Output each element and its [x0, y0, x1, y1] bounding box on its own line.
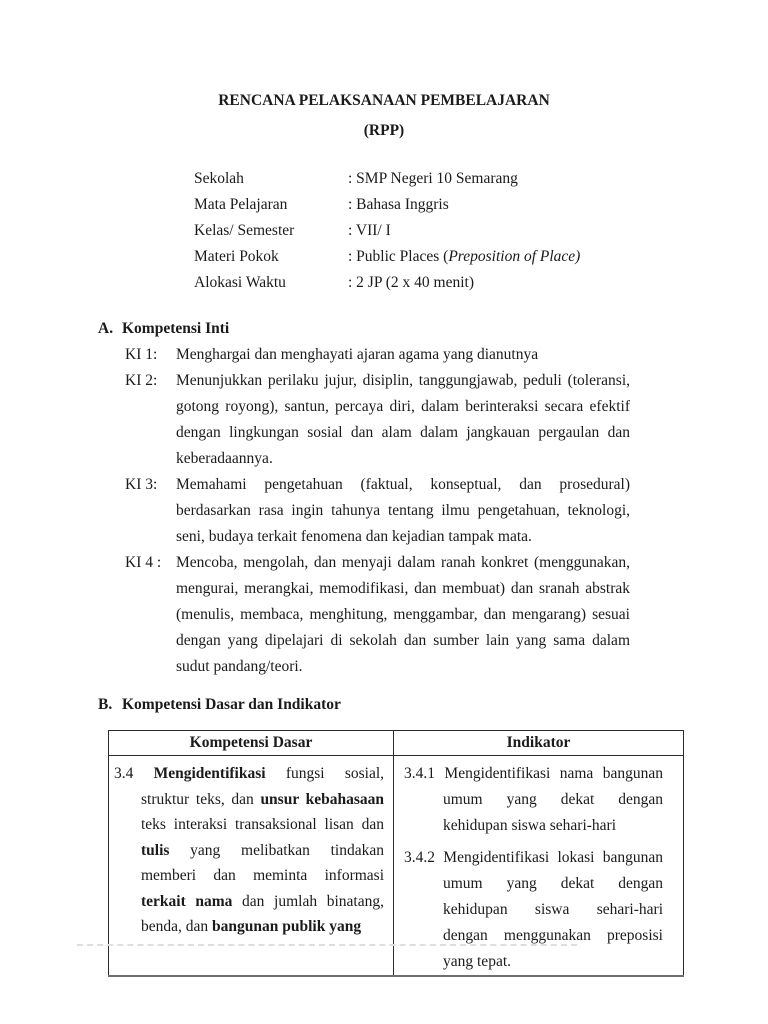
detail-value-italic: Preposition of Place): [448, 248, 581, 265]
detail-value: : 2 JP (2 x 40 menit): [348, 274, 475, 291]
ki-label: KI 2:: [125, 372, 158, 389]
kd-segment: yang melibatkan tindakan memberi dan meminta informasi: [141, 841, 384, 884]
detail-label: Mata Pelajaran: [194, 196, 288, 213]
kd-segment: teks interaksi transaksional lisan dan: [141, 816, 384, 833]
document-title: [0, 0, 768, 146]
detail-label: Sekolah: [194, 170, 244, 187]
kd-segment: tulis: [141, 841, 170, 859]
detail-row-materi-pokok: [194, 244, 768, 270]
kompetensi-dasar-content: [109, 756, 393, 940]
kompetensi-inti-list: [125, 342, 768, 680]
table-header-indikator: Indikator: [394, 731, 684, 756]
detail-value: : SMP Negeri 10 Semarang: [348, 170, 518, 187]
detail-label: Alokasi Waktu: [194, 274, 286, 291]
kd-segment: terkait nama: [141, 892, 233, 910]
detail-row-alokasi-waktu: [194, 270, 768, 296]
detail-row-mata-pelajaran: [194, 192, 768, 218]
indikator-cell: [394, 756, 684, 977]
detail-label: Kelas/ Semester: [194, 222, 295, 239]
kd-paragraph: [114, 761, 384, 940]
detail-value: : Bahasa Inggris: [348, 196, 449, 213]
detail-value-normal: : Public Places (: [348, 248, 449, 265]
ki-text: Mencoba, mengolah, dan menyaji dalam ranah konkret (menggunakan, mengurai, merangkai, memodifikasi, dan membuat) dan sranah abstrak (menulis, membaca, menghitung, menggambar, dan mengarang) sesuai dengan yang dipelajari di sekolah dan sumber lain yang sama dalam sudut pandang/teori.: [176, 554, 630, 675]
indicator-item-1: [404, 761, 663, 839]
indicator-text: Mengidentifikasi nama bangunan umum yang dekat dengan kehidupan siswa sehari-hari: [443, 765, 663, 834]
indicator-item-2: [404, 845, 663, 975]
section-a-letter: A.: [98, 320, 114, 337]
ki-item-1: [125, 342, 768, 368]
ki-item-2: [125, 368, 768, 472]
table-header-kompetensi-dasar: Kompetensi Dasar: [109, 731, 394, 756]
title-line-1: RENCANA PELAKSANAAN PEMBELAJARAN: [218, 92, 550, 109]
detail-value: : VII/ I: [348, 222, 391, 239]
ki-label: KI 1:: [125, 346, 158, 363]
kd-indikator-table: [108, 730, 684, 977]
detail-value: [348, 244, 580, 270]
ki-item-4: [125, 550, 768, 680]
ki-label: KI 4 :: [125, 554, 162, 571]
ki-text: Menghargai dan menghayati ajaran agama yang dianutnya: [176, 346, 539, 363]
section-a-heading: [98, 316, 768, 342]
kompetensi-dasar-cell: [109, 756, 394, 977]
kd-number: 3.4: [114, 765, 134, 782]
ki-text: Memahami pengetahuan (faktual, konseptual, dan prosedural) berdasarkan rasa ingin tahunya tentang ilmu pengetahuan, teknologi, seni, budaya terkait fenomena dan kejadian tampak mata.: [176, 476, 630, 545]
detail-label: Materi Pokok: [194, 248, 279, 265]
section-b-heading: [98, 692, 768, 718]
ki-text: Menunjukkan perilaku jujur, disiplin, tanggungjawab, peduli (toleransi, gotong royong), santun, percaya diri, dalam berinteraksi secara efektif dengan lingkungan sosial dan alam dalam jangkauan pergaulan dan keberadaannya.: [176, 372, 630, 467]
detail-row-kelas-semester: [194, 218, 768, 244]
title-line-2: (RPP): [363, 122, 405, 139]
indicator-text: Mengidentifikasi lokasi bangunan umum yang dekat dengan kehidupan siswa sehari-hari dengan menggunakan preposisi yang tepat.: [443, 849, 664, 970]
kd-segment: dan jumlah binatang, benda, dan: [141, 892, 384, 935]
indikator-content: [394, 756, 683, 975]
section-b-letter: B.: [98, 696, 113, 713]
section-b-title: Kompetensi Dasar dan Indikator: [122, 696, 341, 713]
table-body-row: [109, 756, 684, 977]
table-header-row: [109, 731, 684, 756]
detail-row-sekolah: [194, 166, 768, 192]
indicator-number: 3.4.2: [404, 849, 435, 866]
section-a-title: Kompetensi Inti: [122, 320, 230, 337]
ki-label: KI 3:: [125, 476, 158, 493]
scan-artifact-dashed-line: [77, 944, 577, 946]
kd-segment: fungsi sosial, struktur teks, dan: [141, 765, 384, 808]
details-block: [194, 166, 768, 296]
ki-item-3: [125, 472, 768, 550]
kd-segment: bangunan publik yang: [212, 918, 362, 935]
kd-segment: unsur kebahasaan: [260, 790, 384, 808]
indicator-number: 3.4.1: [404, 765, 435, 782]
kd-segment: Mengidentifikasi: [153, 765, 266, 782]
